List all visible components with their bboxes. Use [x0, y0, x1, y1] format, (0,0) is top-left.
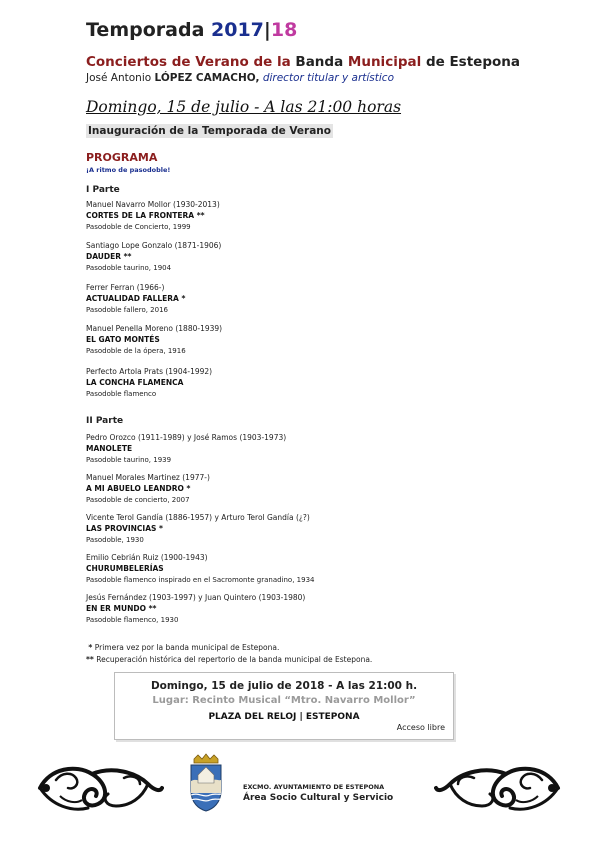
- footer-department: Área Socio Cultural y Servicio: [243, 793, 394, 803]
- director-last-name: LÓPEZ CAMACHO,: [154, 72, 260, 84]
- title-separator: |: [263, 19, 271, 41]
- footnotes: [86, 642, 372, 666]
- program-piece: [86, 240, 526, 274]
- footnote-1-mark: *: [88, 643, 93, 652]
- program-piece: [86, 323, 526, 357]
- program-piece: [86, 512, 526, 546]
- piece-composer: Manuel Morales Martinez (1977-): [86, 473, 210, 482]
- subtitle-part-a: Conciertos de Verano de la: [86, 54, 291, 70]
- page-title: [86, 19, 297, 41]
- director-line: [86, 72, 394, 84]
- piece-title: MANOLETE: [86, 444, 133, 453]
- piece-title: LA CONCHA FLAMENCA: [86, 378, 184, 387]
- program-subheading: ¡A ritmo de pasodoble!: [86, 166, 171, 174]
- piece-composer: Pedro Orozco (1911-1989) y José Ramos (1903-1973): [86, 433, 287, 442]
- estepona-crest-icon: [188, 753, 224, 813]
- info-venue: Lugar: Recinto Musical “Mtro. Navarro Mollor”: [152, 695, 416, 706]
- program-piece: [86, 552, 526, 586]
- piece-title: CORTES DE LA FRONTERA **: [86, 211, 205, 220]
- piece-title: EL GATO MONTÉS: [86, 335, 160, 344]
- piece-title: ACTUALIDAD FALLERA *: [86, 294, 186, 303]
- program-piece: [86, 472, 526, 506]
- title-word: Temporada: [86, 19, 205, 41]
- piece-type: Pasodoble de la ópera, 1916: [86, 347, 186, 355]
- piece-title: A MI ABUELO LEANDRO *: [86, 484, 191, 493]
- info-access: Acceso libre: [396, 723, 445, 732]
- program-piece: [86, 592, 526, 626]
- piece-type: Pasodoble flamenco inspirado en el Sacromonte granadino, 1934: [86, 576, 315, 584]
- concert-date-heading: Domingo, 15 de julio - A las 21:00 horas: [86, 98, 402, 116]
- piece-type: Pasodoble fallero, 2016: [86, 306, 168, 314]
- piece-title: EN ER MUNDO **: [86, 604, 157, 613]
- footnote-2: [86, 654, 372, 666]
- footnote-2-text: Recuperación histórica del repertorio de la banda municipal de Estepona.: [96, 655, 373, 664]
- piece-type: Pasodoble de concierto, 2007: [86, 496, 190, 504]
- piece-composer: Manuel Navarro Mollor (1930-2013): [86, 200, 220, 209]
- concert-info-box: [114, 672, 454, 740]
- piece-type: Pasodoble taurino, 1939: [86, 456, 172, 464]
- subtitle-part-c: Municipal: [347, 54, 422, 70]
- subtitle-part-b: Banda: [295, 54, 344, 70]
- concert-series-subtitle: [86, 54, 520, 70]
- piece-composer: Perfecto Artola Prats (1904-1992): [86, 367, 213, 376]
- piece-composer: Jesús Fernández (1903-1997) y Juan Quintero (1903-1980): [86, 593, 306, 602]
- footnote-1: [86, 642, 372, 654]
- footnote-2-mark: **: [86, 655, 94, 664]
- footnote-1-text: Primera vez por la banda municipal de Estepona.: [94, 643, 280, 652]
- footer-organization: EXCMO. AYUNTAMIENTO DE ESTEPONA: [243, 783, 385, 791]
- title-year-b: 18: [270, 19, 298, 41]
- title-year-a: 2017: [211, 19, 264, 41]
- part-1-heading: I Parte: [86, 185, 120, 195]
- director-role: director titular y artístico: [262, 72, 395, 84]
- piece-type: Pasodoble flamenco, 1930: [86, 616, 179, 624]
- program-piece: [86, 199, 526, 233]
- piece-type: Pasodoble taurino, 1904: [86, 264, 172, 272]
- info-location: PLAZA DEL RELOJ | ESTEPONA: [208, 712, 360, 722]
- piece-title: CHURUMBELERÍAS: [86, 564, 164, 573]
- director-first-name: José Antonio: [86, 72, 152, 84]
- piece-composer: Vicente Terol Gandía (1886-1957) y Arturo Terol Gandía (¿?): [86, 513, 310, 522]
- piece-composer: Santiago Lope Gonzalo (1871-1906): [86, 241, 222, 250]
- piece-type: Pasodoble de Concierto, 1999: [86, 223, 191, 231]
- subtitle-part-d: de Estepona: [425, 54, 520, 70]
- piece-title: LAS PROVINCIAS *: [86, 524, 163, 533]
- part-2-heading: II Parte: [86, 416, 124, 426]
- piece-composer: Emilio Cebrián Ruiz (1900-1943): [86, 553, 208, 562]
- inauguration-label: Inauguración de la Temporada de Verano: [88, 125, 331, 137]
- piece-composer: Ferrer Ferran (1966-): [86, 283, 165, 292]
- piece-title: DAUDER **: [86, 252, 132, 261]
- piece-type: Pasodoble, 1930: [86, 536, 144, 544]
- left-ornament-icon: [36, 762, 164, 814]
- program-piece: [86, 432, 526, 466]
- program-piece: [86, 366, 526, 400]
- piece-type: Pasodoble flamenco: [86, 390, 157, 398]
- program-heading: PROGRAMA: [86, 151, 158, 164]
- right-ornament-icon: [434, 762, 562, 814]
- info-date: Domingo, 15 de julio de 2018 - A las 21:00 h.: [150, 680, 418, 692]
- program-piece: [86, 282, 526, 316]
- piece-composer: Manuel Penella Moreno (1880-1939): [86, 324, 223, 333]
